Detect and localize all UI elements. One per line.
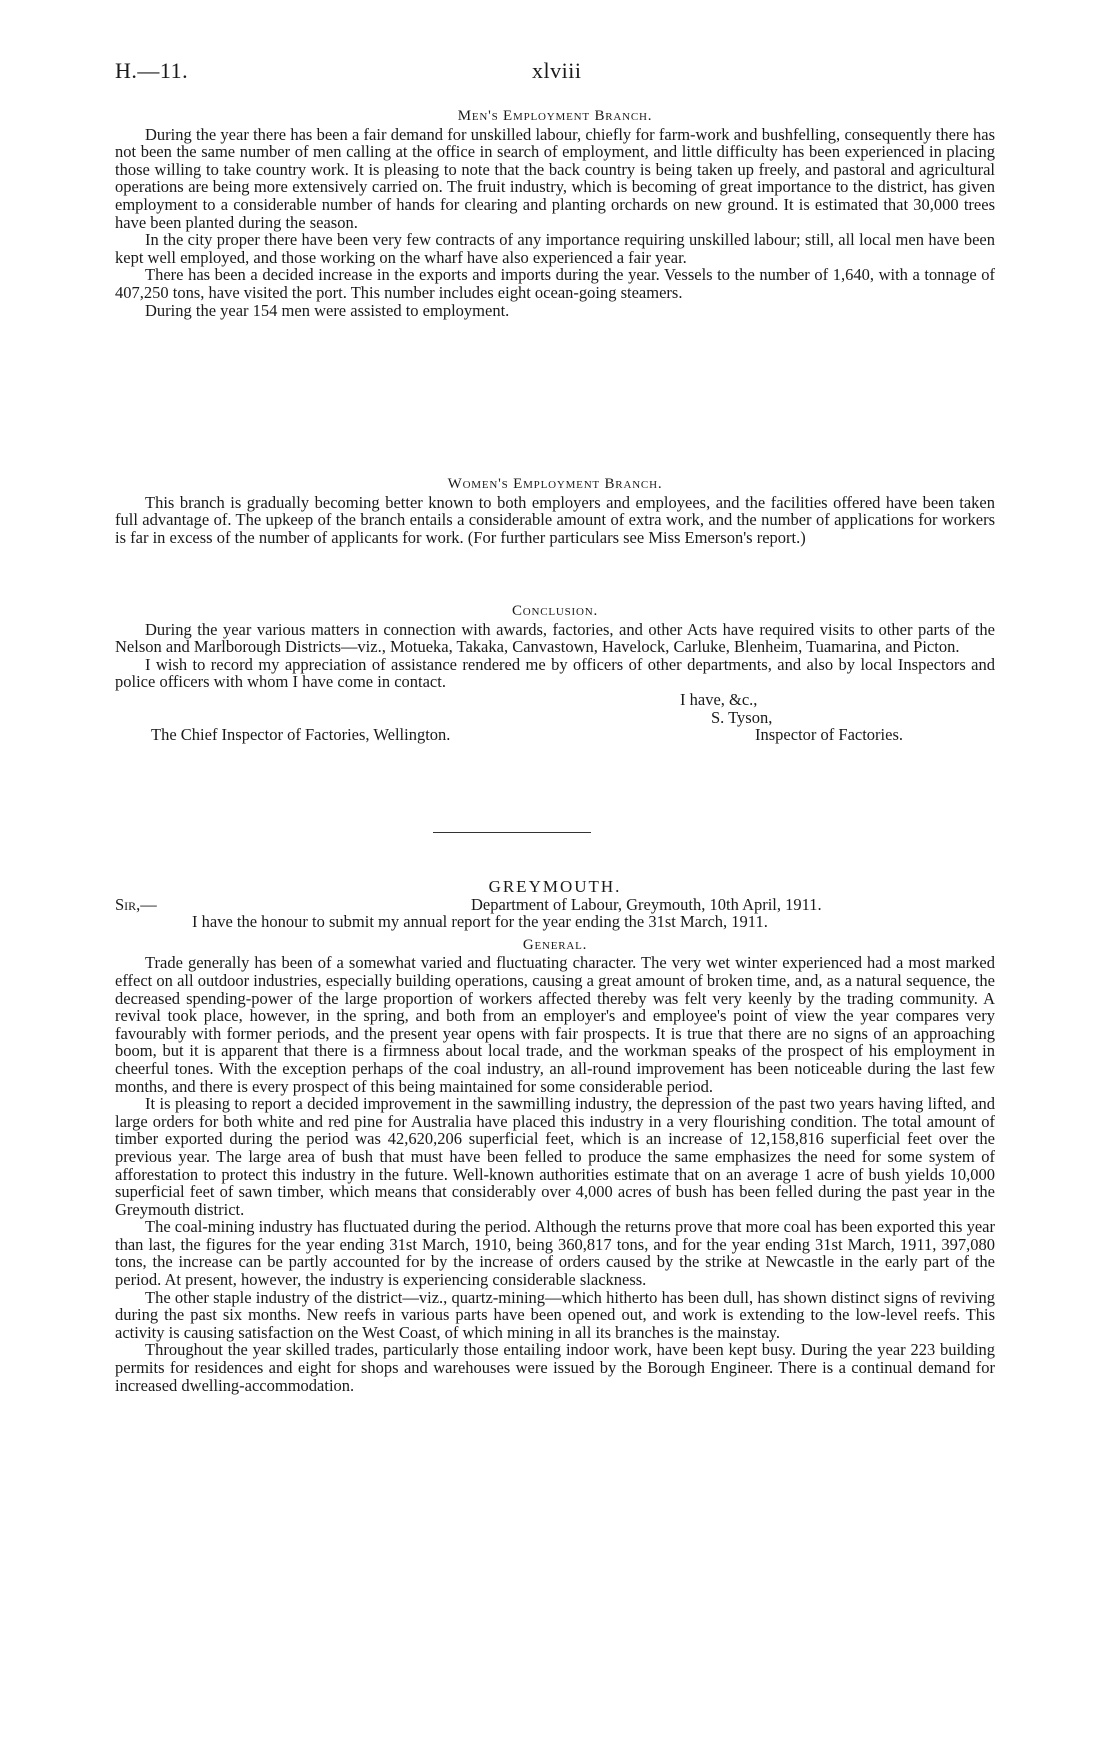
mens-branch-heading: Men's Employment Branch. <box>457 108 653 124</box>
greymouth-section <box>115 878 995 1394</box>
intro: I have the honour to submit my annual report for the year ending the 31st March, 1911. <box>192 912 768 932</box>
signatory: S. Tyson, <box>711 707 773 727</box>
greymouth-heading: GREYMOUTH. <box>488 877 622 896</box>
womens-branch-heading: Women's Employment Branch. <box>447 476 663 492</box>
mens-paragraph: There has been a decided increase in the exports and imports during the year. Vessels to the number of 1,640, with a tonnage of 407,250 tons, have visited the port. This number includes eight ocean-going steamers. <box>115 265 995 302</box>
section-divider <box>433 832 591 833</box>
mens-paragraph: During the year 154 men were assisted to employment. <box>145 300 510 320</box>
page-number: xlviii <box>532 58 582 83</box>
closing-line <box>115 691 995 709</box>
signatory-title: Inspector of Factories. <box>755 725 903 745</box>
signatory-line <box>115 709 995 727</box>
greymouth-paragraph: Throughout the year skilled trades, particularly those entailing indoor work, have been kept busy. During the year 223 building permits for residences and eight for shops and warehouses were issued by the Borough Engineer. There is a continual demand for increased dwelling-accommodation. <box>115 1340 995 1395</box>
conclusion-heading: Conclusion. <box>511 603 599 619</box>
document-reference: H.—11. <box>115 58 189 83</box>
conclusion-section <box>115 603 995 744</box>
greymouth-paragraph: It is pleasing to report a decided improvement in the sawmilling industry, the depression of the past two years having lifted, and large orders for both white and red pine for Australia have placed this industry in a very flourishing condition. The total amount of timber exported during the period was 42,620,206 superficial feet, which is an increase of 12,158,816 superficial feet over the previous year. The large area of bush that must have been felled to produce the same emphasizes the need for some system of afforestation to protect this industry in the future. Well-known authorities estimate that on an average 1 acre of bush yields 10,000 superficial feet of sawn timber, which means that considerably over 4,000 acres of bush has been felled during the past year in the Greymouth district. <box>115 1094 995 1219</box>
addressee: The Chief Inspector of Factories, Wellington. <box>151 725 451 745</box>
mens-paragraph: During the year there has been a fair demand for unskilled labour, chiefly for farm-work and bushfelling, consequently there has not been the same number of men calling at the office in search of employment, and little difficulty has been experienced in placing those willing to take country work. It is pleasing to note that the back country is being taken up freely, and pastoral and agricultural operations are being more extensively carried on. The fruit industry, which is becoming of great importance to the district, has given employment to a considerable number of hands for clearing and planting orchards on new ground. It is estimated that 30,000 trees have been planted during the season. <box>115 124 995 232</box>
salutation-line <box>115 896 995 914</box>
addressee-line <box>115 726 995 744</box>
mens-branch-section <box>115 108 995 319</box>
salutation: Sir,— <box>115 894 157 914</box>
womens-paragraph: This branch is gradually becoming better known to both employers and employees, and the facilities offered have been taken full advantage of. The upkeep of the branch entails a considerable amount of extra work, and the number of applications for workers is far in excess of the number of applicants for work. (For further particulars see Miss Emerson's report.) <box>115 492 995 547</box>
womens-branch-section <box>115 476 995 546</box>
closing: I have, &c., <box>680 689 758 709</box>
dateline: Department of Labour, Greymouth, 10th April, 1911. <box>471 894 822 914</box>
mens-paragraph: In the city proper there have been very few contracts of any importance requiring unskilled labour; still, all local men have been kept well employed, and those working on the wharf have also experienced a fair year. <box>115 230 995 267</box>
greymouth-paragraph: Trade generally has been of a somewhat varied and fluctuating character. The very wet winter experienced had a most marked effect on all outdoor industries, especially building operations, causing a great amount of broken time, and, as a natural sequence, the decreased spending-power of the large proportion of workers affected thereby was felt very keenly by the trading community. A revival took place, however, in the spring, and both from an employer's and employee's point of view the year compares very favourably with former periods, and the present year opens with fair prospects. It is true that there are no signs of an approaching boom, but it is apparent that there is a firmness about local trade, and the workman speaks of the prospect of his employment in cheerful tones. With the exception perhaps of the coal industry, an all-round improvement has been noticeable during the last few months, and there is every prospect of this being maintained for some considerable period. <box>115 953 995 1096</box>
conclusion-paragraph: During the year various matters in connection with awards, factories, and other Acts have required visits to other parts of the Nelson and Marlborough Districts—viz., Motueka, Takaka, Canvastown, Havelock, Carluke, Blenheim, Tuamarina, and Picton. <box>115 619 995 657</box>
greymouth-paragraph: The coal-mining industry has fluctuated during the period. Although the returns prove that more coal has been exported this year than last, the figures for the year ending 31st March, 1910, being 360,817 tons, and for the year ending 31st March, 1911, 397,080 tons, the increase can be partly accounted for by the increase of orders caused by the strike at Newcastle in the early part of the period. At present, however, the industry is experiencing considerable slackness. <box>115 1217 995 1290</box>
general-heading: General. <box>522 936 588 953</box>
greymouth-paragraph: The other staple industry of the district—viz., quartz-mining—which hitherto has been dull, has shown distinct signs of reviving during the past six months. New reefs in various parts have been opened out, and work is extending to the low-level reefs. This activity is causing satisfaction on the West Coast, of which mining in all its branches is the mainstay. <box>115 1287 995 1342</box>
conclusion-paragraph: I wish to record my appreciation of assistance rendered me by officers of other departments, and also by local Inspectors and police officers with whom I have come in contact. <box>115 654 995 692</box>
